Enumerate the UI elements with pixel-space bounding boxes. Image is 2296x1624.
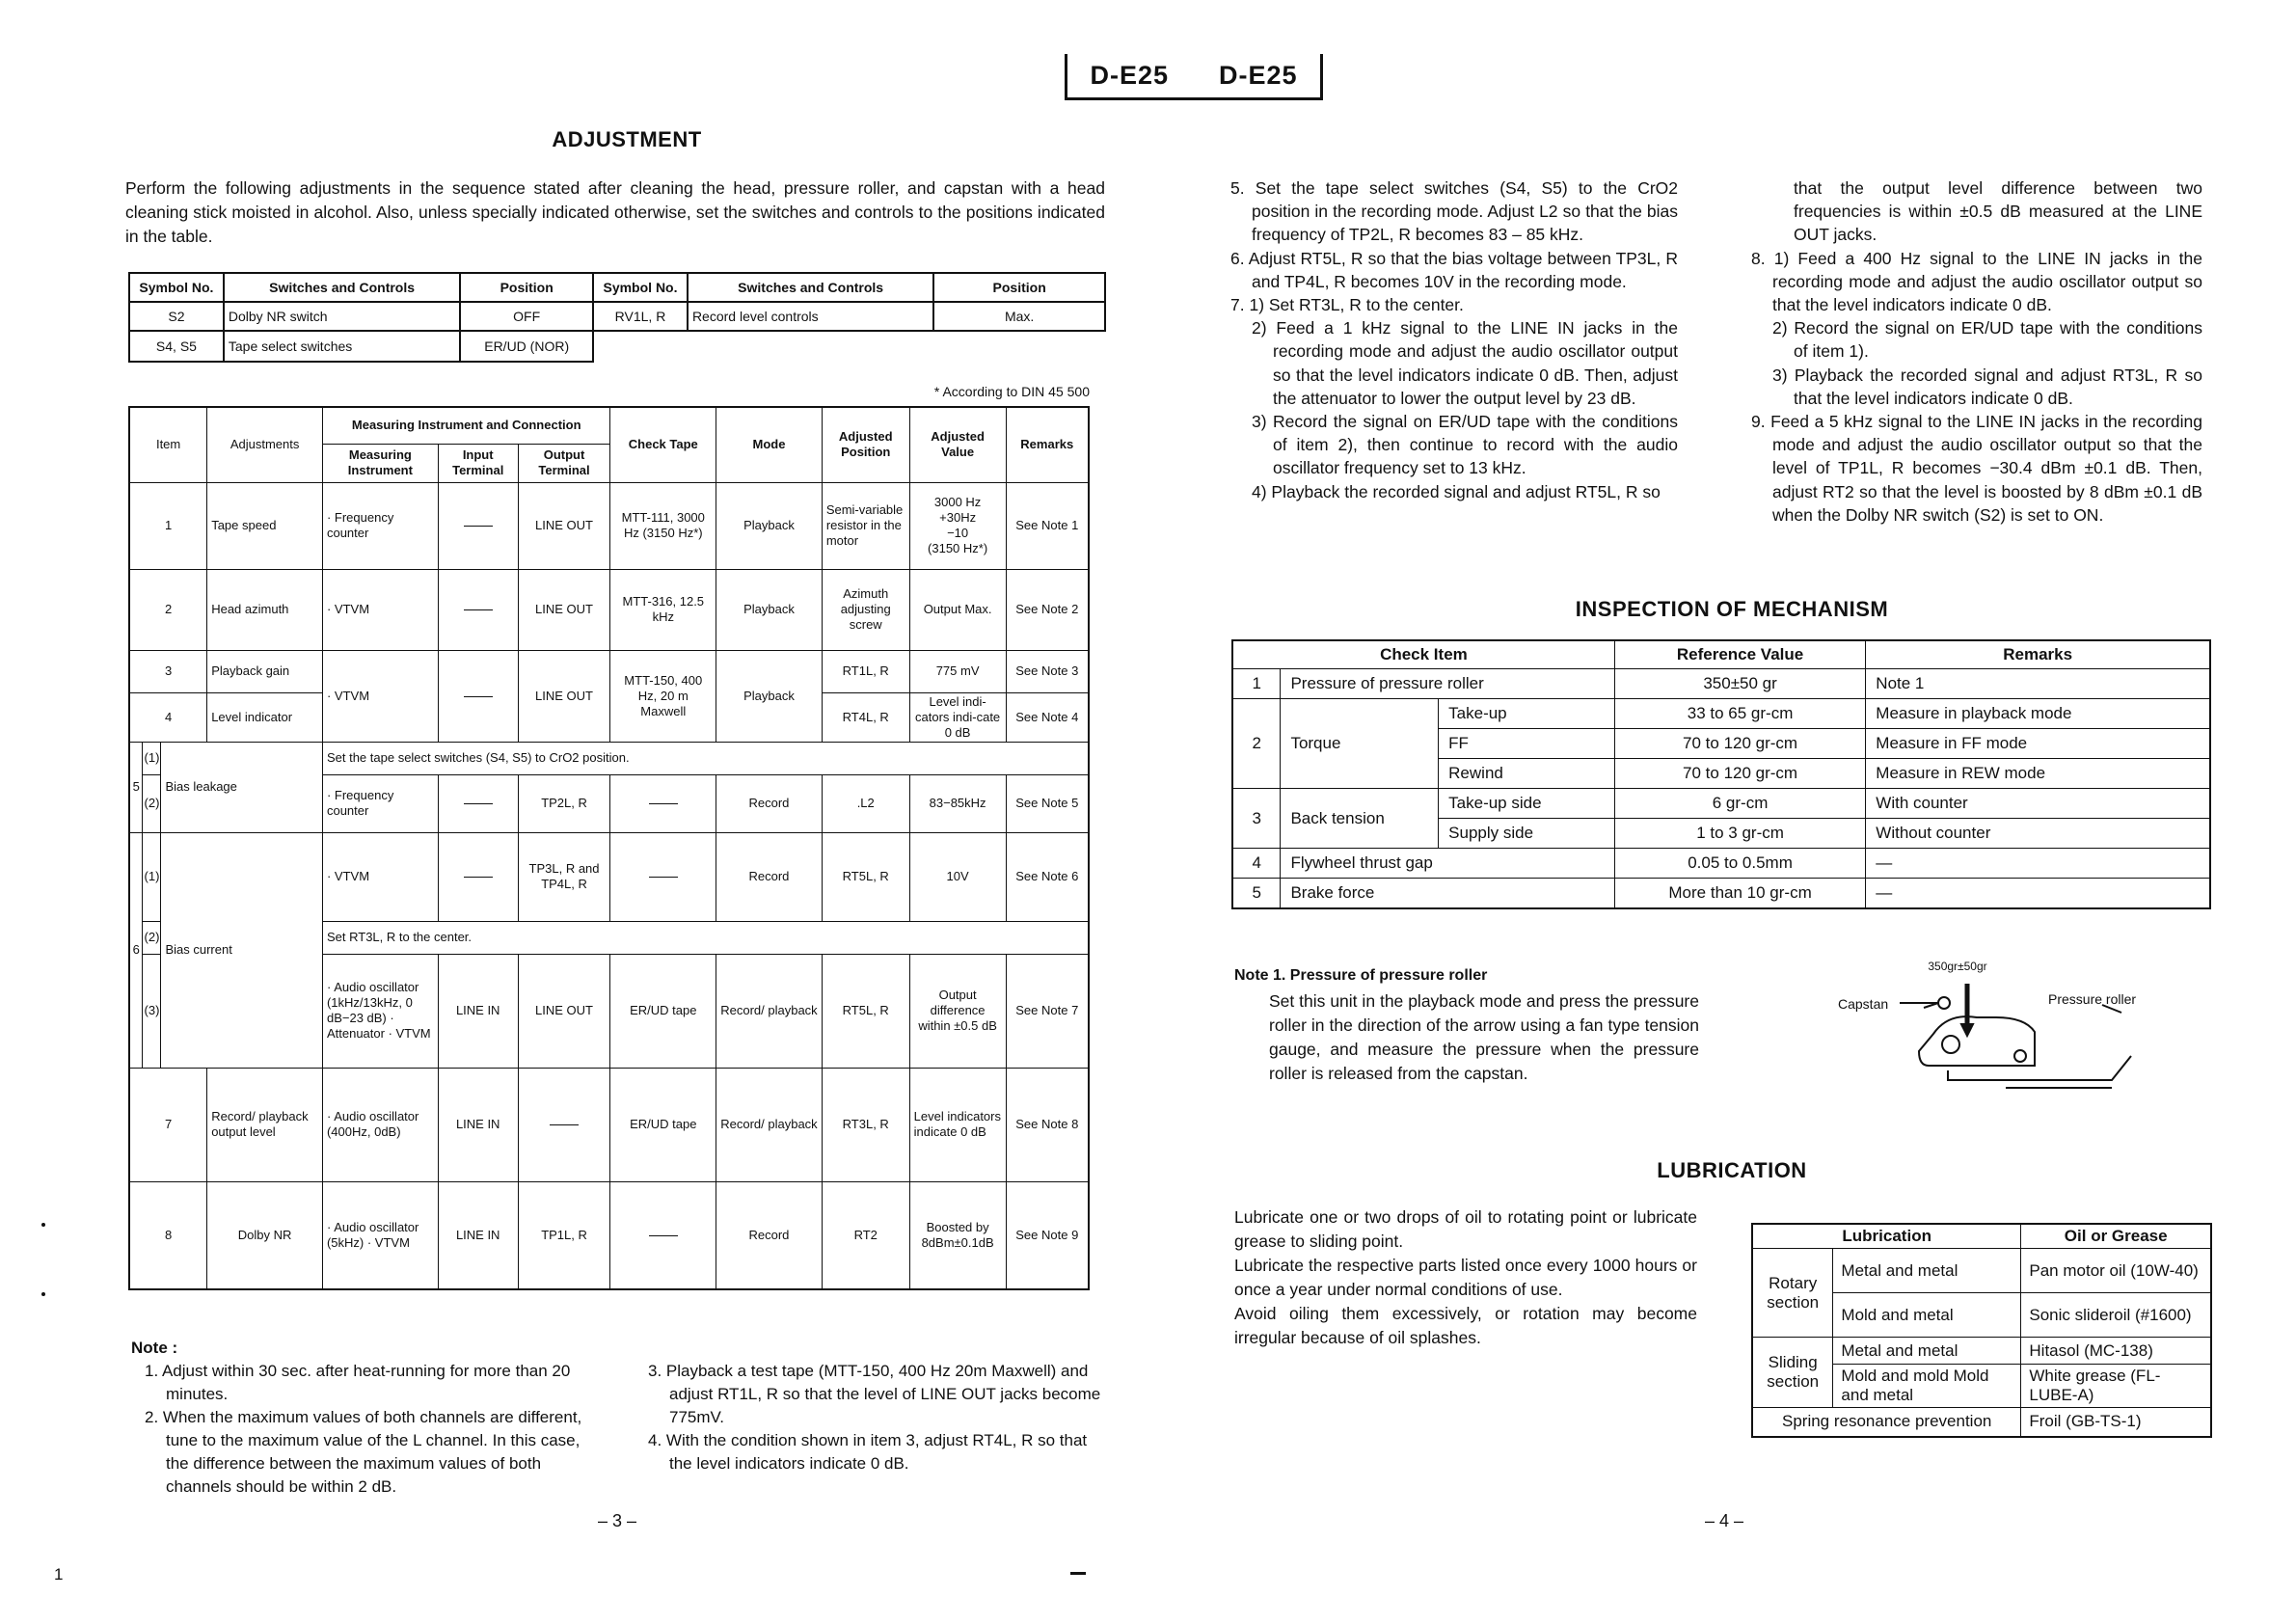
table-row [1752, 1249, 2211, 1293]
measuring-instrument: · VTVM [322, 650, 438, 742]
switch-cell: Dolby NR switch [224, 302, 460, 331]
header-check-tape: Check Tape [610, 407, 716, 482]
table-row [129, 832, 1089, 921]
procedure-step: 4) Playback the recorded signal and adjust RT5L, R so [1252, 481, 1661, 501]
section-label: Sliding section [1752, 1338, 1833, 1408]
value-line: Hz [960, 510, 977, 525]
adjusted-value [909, 482, 1006, 569]
procedure-column-2 [1751, 176, 2202, 527]
din-note: * According to DIN 45 500 [933, 384, 1090, 399]
header-output-terminal: Output Terminal [518, 444, 610, 482]
adjustment-name: Dolby NR [207, 1181, 323, 1289]
remarks: Note 1 [1866, 669, 2210, 699]
lubrication-part: Mold and mold Mold and metal [1833, 1365, 2021, 1408]
sub-item: (1) [143, 742, 161, 774]
table-row [1752, 1408, 2211, 1437]
remarks: See Note 2 [1006, 569, 1089, 650]
mode: Playback [716, 482, 823, 569]
switch-cell: ER/UD (NOR) [460, 331, 593, 362]
output-terminal: LINE OUT [518, 650, 610, 742]
lubricant: Sonic slideroil (#1600) [2021, 1293, 2211, 1338]
adjusted-value: Output difference within ±0.5 dB [909, 954, 1006, 1068]
mode: Record/ playback [716, 954, 823, 1068]
scan-dot [41, 1292, 45, 1296]
lubrication-part: Metal and metal [1833, 1338, 2021, 1365]
item-number: 4 [129, 692, 207, 742]
switch-cell: Max. [933, 302, 1105, 331]
lubricant: Froil (GB-TS-1) [2021, 1408, 2211, 1437]
adjusted-position: RT1L, R [822, 650, 909, 692]
remarks: See Note 6 [1006, 832, 1089, 921]
lubrication-title: LUBRICATION [1657, 1158, 1807, 1182]
inspection-table [1231, 639, 2211, 909]
item-number: 1 [129, 482, 207, 569]
adjusted-value: 83−85kHz [909, 774, 1006, 832]
adjustment-name: Bias current [161, 832, 323, 1068]
inspection-header: Reference Value [1614, 640, 1865, 669]
check-item-number: 2 [1232, 699, 1281, 789]
lubricant: Pan motor oil (10W-40) [2021, 1249, 2211, 1293]
switch-table [128, 272, 1106, 363]
lubrication-paragraph: Lubricate the respective parts listed once every 1000 hours or once a year under normal conditions of use. [1234, 1256, 1697, 1299]
header-adjustments: Adjustments [207, 407, 323, 482]
empty-dash [649, 803, 678, 804]
measuring-instrument: · Audio oscillator (400Hz, 0dB) [322, 1068, 438, 1181]
check-subitem: Take-up [1439, 699, 1615, 729]
switch-cell: RV1L, R [593, 302, 688, 331]
item-number: 3 [129, 650, 207, 692]
header-mode: Mode [716, 407, 823, 482]
table-row [129, 1181, 1089, 1289]
adjusted-position: .L2 [822, 774, 909, 832]
switch-cell: OFF [460, 302, 593, 331]
check-tape: MTT-150, 400 Hz, 20 m Maxwell [610, 650, 716, 742]
mode: Playback [716, 569, 823, 650]
remarks: Measure in playback mode [1866, 699, 2210, 729]
scan-mark [1070, 1572, 1086, 1575]
lubricant: Hitasol (MC-138) [2021, 1338, 2211, 1365]
empty-dash [550, 1124, 579, 1125]
mode: Record [716, 832, 823, 921]
figure-force-label: 350gr±50gr [1928, 960, 1987, 973]
empty-dash [464, 803, 493, 804]
adjustment-name: Level indicator [207, 692, 323, 742]
reference-value: 70 to 120 gr-cm [1614, 729, 1865, 759]
check-subitem: Rewind [1439, 759, 1615, 789]
procedure-step: 5. Set the tape select switches (S4, S5) to the CrO2 position in the recording mode. Adjust L2 so that the bias frequency of TP2L, R becomes 83 – 85 kHz. [1230, 178, 1678, 245]
switch-cell: S2 [129, 302, 224, 331]
lubrication-part: Spring resonance prevention [1752, 1408, 2021, 1437]
model-header [1065, 54, 1323, 100]
page-number-right: – 4 – [1704, 1511, 1744, 1530]
sub-item: (3) [143, 954, 161, 1068]
switch-cell: S4, S5 [129, 331, 224, 362]
lubricant: White grease (FL-LUBE-A) [2021, 1365, 2211, 1408]
adjustment-name: Record/ playback output level [207, 1068, 323, 1181]
remarks: Without counter [1866, 819, 2210, 849]
adjustment-name: Bias leakage [161, 742, 323, 832]
page-number-left: – 3 – [597, 1511, 637, 1530]
check-item: Torque [1281, 699, 1439, 789]
procedure-step: 2) Record the signal on ER/UD tape with the conditions of item 1). [1772, 318, 2202, 362]
note-item: 4. With the condition shown in item 3, adjust RT4L, R so that the level indicators indicate 0 dB. [648, 1431, 1088, 1473]
adjusted-position: RT2 [822, 1181, 909, 1289]
empty-dash [464, 609, 493, 610]
reference-value: 70 to 120 gr-cm [1614, 759, 1865, 789]
remarks: See Note 3 [1006, 650, 1089, 692]
lubrication-part: Mold and metal [1833, 1293, 2021, 1338]
check-tape: ER/UD tape [610, 1068, 716, 1181]
check-item: Pressure of pressure roller [1281, 669, 1614, 699]
sub-item: (1) [143, 832, 161, 921]
empty-dash [464, 526, 493, 527]
sub-item: (2) [143, 774, 161, 832]
inspection-header: Check Item [1232, 640, 1614, 669]
table-row [129, 1068, 1089, 1181]
notes-middle [648, 1360, 1101, 1475]
measuring-instrument: · Frequency counter [322, 774, 438, 832]
lubrication-table [1751, 1223, 2212, 1438]
table-row [129, 569, 1089, 650]
check-item-number: 4 [1232, 849, 1281, 879]
procedure-step: 2) Feed a 1 kHz signal to the LINE IN jacks in the recording mode and adjust the audio oscillator output so that the level indicators indicate 0 dB. Then, adjust the attenuator to lower the output level by 23 dB. [1252, 318, 1678, 408]
lubrication-text [1234, 1205, 1697, 1350]
adjusted-position: RT3L, R [822, 1068, 909, 1181]
mode: Record/ playback [716, 1068, 823, 1181]
switch-cell: Record level controls [688, 302, 933, 331]
output-terminal: LINE OUT [518, 569, 610, 650]
value-line: (3150 Hz*) [928, 541, 988, 555]
table-row [129, 482, 1089, 569]
adjustment-name: Tape speed [207, 482, 323, 569]
adjusted-position: Semi-variable resistor in the motor [822, 482, 909, 569]
item-number: 6 [129, 832, 143, 1068]
switch-header: Symbol No. [129, 273, 224, 302]
lubrication-paragraph: Avoid oiling them excessively, or rotation may become irregular because of oil splashes. [1234, 1304, 1697, 1347]
table-row [1232, 879, 2210, 909]
section-label: Rotary section [1752, 1249, 1833, 1338]
output-terminal: TP1L, R [518, 1181, 610, 1289]
figure-roller-label: Pressure roller [2048, 991, 2137, 1007]
reference-value: 0.05 to 0.5mm [1614, 849, 1865, 879]
reference-value: More than 10 gr-cm [1614, 879, 1865, 909]
check-item-number: 3 [1232, 789, 1281, 849]
item-number: 7 [129, 1068, 207, 1181]
pressure-roller-diagram [1890, 974, 2141, 1099]
measuring-instrument: · Frequency counter [322, 482, 438, 569]
switch-header: Position [933, 273, 1105, 302]
reference-value: 350±50 gr [1614, 669, 1865, 699]
table-row [1232, 669, 2210, 699]
note1-title: Note 1. Pressure of pressure roller [1234, 967, 1488, 984]
item-number: 8 [129, 1181, 207, 1289]
adjusted-value: 10V [909, 832, 1006, 921]
margin-number: 1 [54, 1565, 64, 1583]
table-row [129, 650, 1089, 692]
sub-item: (2) [143, 921, 161, 954]
output-terminal: LINE OUT [518, 954, 610, 1068]
header-measuring-instrument: Measuring Instrument [322, 444, 438, 482]
notes-left [145, 1360, 594, 1499]
output-terminal: TP2L, R [518, 774, 610, 832]
remarks: See Note 9 [1006, 1181, 1089, 1289]
adjusted-value: Output Max. [909, 569, 1006, 650]
switch-header: Switches and Controls [688, 273, 933, 302]
reference-value: 33 to 65 gr-cm [1614, 699, 1865, 729]
table-row [1232, 849, 2210, 879]
mode: Record [716, 1181, 823, 1289]
remarks: See Note 4 [1006, 692, 1089, 742]
instruction: Set RT3L, R to the center. [322, 921, 1089, 954]
procedure-step: 3) Playback the recorded signal and adjust RT3L, R so that the level indicators indicate 0 dB. [1772, 365, 2202, 408]
remarks: Measure in FF mode [1866, 729, 2210, 759]
adjustment-table [128, 406, 1090, 1290]
check-subitem: Take-up side [1439, 789, 1615, 819]
value-line: 3000 Hz [933, 495, 982, 509]
procedure-step: 6. Adjust RT5L, R so that the bias voltage between TP3L, R and TP4L, R becomes 10V in the recording mode. [1230, 248, 1678, 291]
measuring-instrument: · Audio oscillator (1kHz/13kHz, 0 dB−23 dB) · Attenuator · VTVM [322, 954, 438, 1068]
remarks: See Note 8 [1006, 1068, 1089, 1181]
adjustment-intro: Perform the following adjustments in the sequence stated after cleaning the head, pressure roller, and capstan with a head cleaning stick moisted in alcohol. Also, unless specially indicated otherwise, set the switches and controls to the positions indicated in the table. [125, 178, 1105, 246]
header-remarks: Remarks [1006, 407, 1089, 482]
figure-capstan-label: Capstan [1838, 996, 1889, 1012]
empty-dash [464, 696, 493, 697]
mode: Playback [716, 650, 823, 742]
note-item: 1. Adjust within 30 sec. after heat-running for more than 20 minutes. [145, 1362, 571, 1403]
empty-dash [464, 877, 493, 878]
switch-header: Switches and Controls [224, 273, 460, 302]
empty-dash [649, 1235, 678, 1236]
switch-header: Symbol No. [593, 273, 688, 302]
input-terminal: LINE IN [438, 954, 518, 1068]
check-tape: MTT-316, 12.5 kHz [610, 569, 716, 650]
instruction: Set the tape select switches (S4, S5) to CrO2 position. [322, 742, 1089, 774]
adjusted-position: RT4L, R [822, 692, 909, 742]
adjustment-title: ADJUSTMENT [552, 127, 702, 151]
scan-dot [41, 1223, 45, 1227]
remarks: With counter [1866, 789, 2210, 819]
check-item: Flywheel thrust gap [1281, 849, 1614, 879]
note-item: 3. Playback a test tape (MTT-150, 400 Hz 20m Maxwell) and adjust RT1L, R so that the level of LINE OUT jacks become 775mV. [648, 1362, 1101, 1426]
output-terminal: LINE OUT [518, 482, 610, 569]
procedure-step: 8. 1) Feed a 400 Hz signal to the LINE IN jacks in the recording mode and adjust the audio oscillator output so that the level indicators indicate 0 dB. [1751, 248, 2202, 315]
lubrication-header: Oil or Grease [2021, 1224, 2211, 1249]
remarks: — [1866, 849, 2210, 879]
model-label-right: D-E25 [1219, 61, 1298, 90]
measuring-instrument: · VTVM [322, 832, 438, 921]
inspection-header: Remarks [1866, 640, 2210, 669]
lubrication-part: Metal and metal [1833, 1249, 2021, 1293]
switch-cell: Tape select switches [224, 331, 460, 362]
mode: Record [716, 774, 823, 832]
adjusted-value: Boosted by 8dBm±0.1dB [909, 1181, 1006, 1289]
value-line: −10 [947, 526, 969, 540]
model-label-left: D-E25 [1090, 61, 1169, 90]
reference-value: 1 to 3 gr-cm [1614, 819, 1865, 849]
check-subitem: Supply side [1439, 819, 1615, 849]
table-row [1232, 699, 2210, 729]
procedure-step: 7. 1) Set RT3L, R to the center. [1230, 295, 1464, 315]
header-adjusted-value: Adjusted Value [909, 407, 1006, 482]
output-terminal: TP3L, R and TP4L, R [518, 832, 610, 921]
header-adjusted-position: Adjusted Position [822, 407, 909, 482]
table-row [1752, 1338, 2211, 1365]
measuring-instrument: · VTVM [322, 569, 438, 650]
reference-value: 6 gr-cm [1614, 789, 1865, 819]
check-item: Back tension [1281, 789, 1439, 849]
value-line: +30 [939, 510, 961, 525]
adjusted-position: Azimuth adjusting screw [822, 569, 909, 650]
check-item: Brake force [1281, 879, 1614, 909]
lubrication-header: Lubrication [1752, 1224, 2021, 1249]
notes-title: Note : [131, 1339, 178, 1357]
adjustment-name: Head azimuth [207, 569, 323, 650]
note1-body: Set this unit in the playback mode and press the pressure roller in the direction of the arrow using a fan type tension gauge, and measure the pressure when the pressure roller is released from the capstan. [1269, 991, 1699, 1083]
item-number: 5 [129, 742, 143, 832]
input-terminal: LINE IN [438, 1068, 518, 1181]
adjusted-value: 775 mV [909, 650, 1006, 692]
adjusted-value: Level indicators indicate 0 dB [909, 1068, 1006, 1181]
header-item: Item [129, 407, 207, 482]
check-subitem: FF [1439, 729, 1615, 759]
table-row [1232, 789, 2210, 819]
lubrication-paragraph: Lubricate one or two drops of oil to rotating point or lubricate grease to sliding point. [1234, 1207, 1697, 1251]
remarks: Measure in REW mode [1866, 759, 2210, 789]
table-row [129, 742, 1089, 774]
item-number: 2 [129, 569, 207, 650]
check-item-number: 5 [1232, 879, 1281, 909]
header-measuring-group: Measuring Instrument and Connection [322, 407, 609, 444]
procedure-step: 3) Record the signal on ER/UD tape with the conditions of item 2), then continue to record with the audio oscillator frequency set to 13 kHz. [1252, 412, 1678, 478]
procedure-step: that the output level difference between two frequencies is within ±0.5 dB measured at the LINE OUT jacks. [1794, 178, 2202, 245]
input-terminal: LINE IN [438, 1181, 518, 1289]
remarks: See Note 5 [1006, 774, 1089, 832]
remarks: — [1866, 879, 2210, 909]
adjusted-value: Level indi-cators indi-cate 0 dB [909, 692, 1006, 742]
check-item-number: 1 [1232, 669, 1281, 699]
check-tape: ER/UD tape [610, 954, 716, 1068]
measuring-instrument: · Audio oscillator (5kHz) · VTVM [322, 1181, 438, 1289]
procedure-column-1 [1230, 176, 1678, 503]
adjusted-position: RT5L, R [822, 954, 909, 1068]
remarks: See Note 7 [1006, 954, 1089, 1068]
inspection-title: INSPECTION OF MECHANISM [1575, 597, 1889, 621]
remarks: See Note 1 [1006, 482, 1089, 569]
adjustment-name: Playback gain [207, 650, 323, 692]
check-tape: MTT-111, 3000 Hz (3150 Hz*) [610, 482, 716, 569]
switch-header: Position [460, 273, 593, 302]
header-input-terminal: Input Terminal [438, 444, 518, 482]
adjusted-position: RT5L, R [822, 832, 909, 921]
empty-dash [649, 877, 678, 878]
note-item: 2. When the maximum values of both channels are different, tune to the maximum value of the L channel. In this case, the difference between the maximum values of both channels should be within 2 dB. [145, 1408, 582, 1496]
procedure-step: 9. Feed a 5 kHz signal to the LINE IN jacks in the recording mode and adjust the audio oscillator output so that the level of TP1L, R becomes −30.4 dBm ±0.1 dB. Then, adjust RT2 so that the level is boosted by 8 dBm ±0.1 dB when the Dolby NR switch (S2) is set to ON. [1751, 412, 2202, 525]
